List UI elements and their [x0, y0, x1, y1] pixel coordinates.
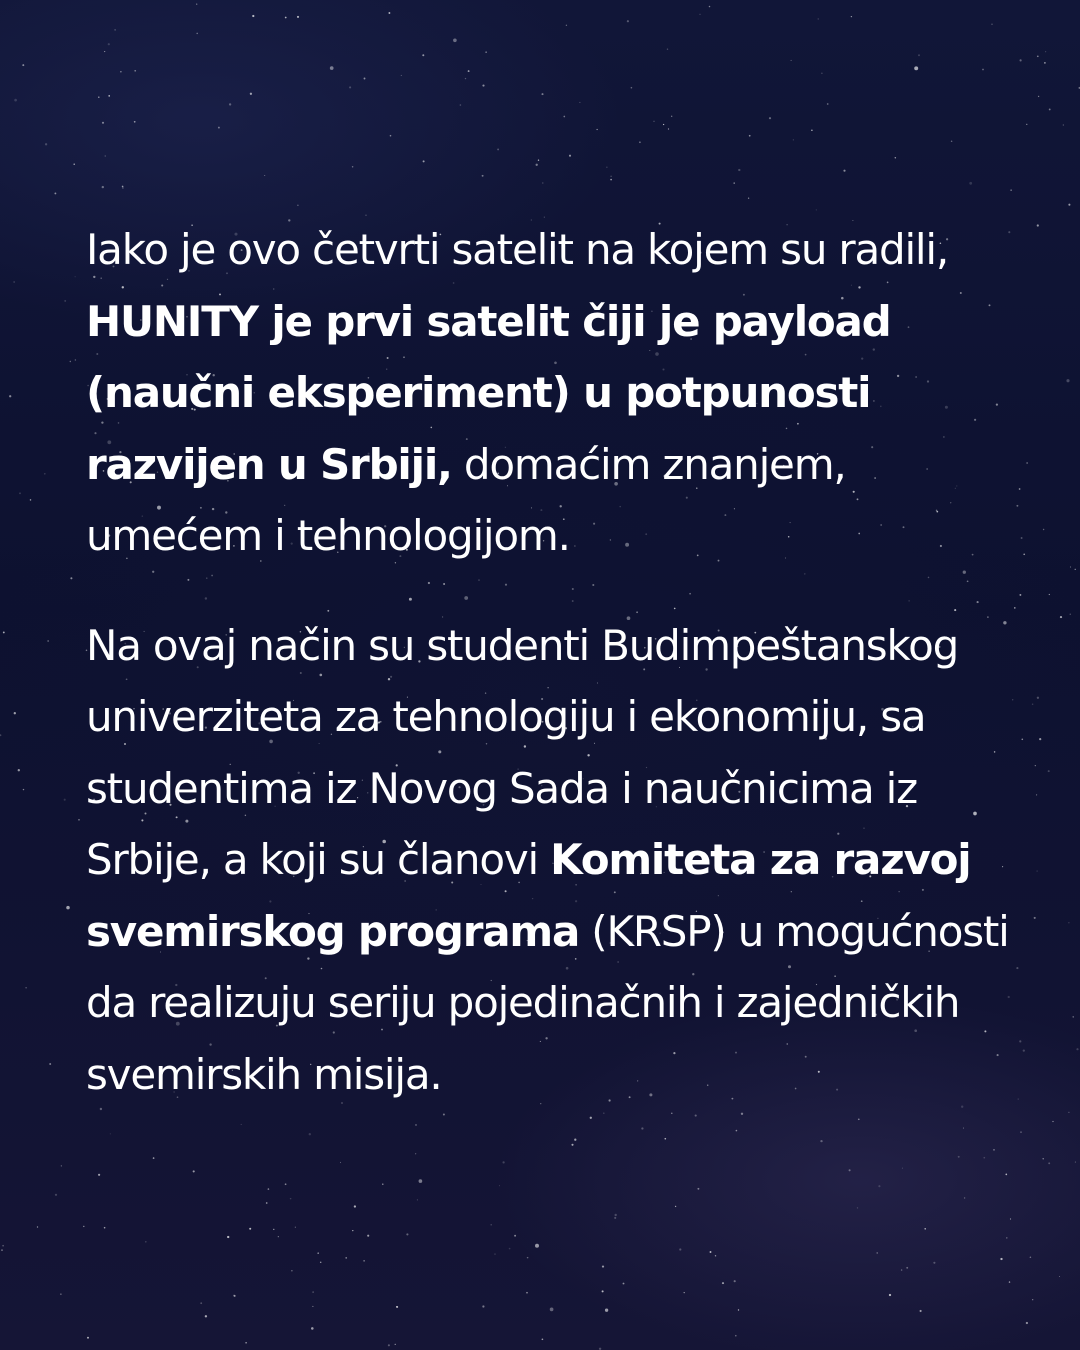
- star: [395, 1344, 396, 1345]
- star: [889, 1294, 891, 1296]
- star: [482, 1305, 484, 1307]
- star: [849, 1169, 851, 1171]
- paragraph-2-text-b: (KRSP) u mogućnosti da realizuju seriju pojedinačnih i zajedničkih svemirskih misija.: [86, 906, 1009, 1099]
- star: [499, 1185, 500, 1186]
- star: [1052, 1121, 1053, 1122]
- star: [285, 1183, 287, 1185]
- star: [490, 1224, 492, 1226]
- star: [330, 66, 334, 70]
- star: [309, 1133, 311, 1135]
- star: [108, 43, 110, 45]
- star: [70, 361, 71, 362]
- star: [1048, 1162, 1050, 1164]
- star: [98, 96, 99, 97]
- star: [122, 186, 124, 188]
- star: [290, 1198, 292, 1200]
- star: [1048, 770, 1050, 772]
- star: [722, 1282, 724, 1284]
- star: [245, 1342, 247, 1344]
- star: [30, 499, 32, 501]
- star: [1075, 1162, 1076, 1163]
- star: [494, 1253, 495, 1254]
- star: [465, 78, 466, 79]
- star: [1043, 529, 1044, 530]
- star: [983, 1157, 985, 1159]
- star: [1, 1249, 2, 1250]
- paragraph-1-text-b: domaćim znanjem, umećem i tehnologijom.: [86, 439, 846, 560]
- star: [679, 1248, 681, 1250]
- star: [1037, 697, 1039, 699]
- star: [734, 1280, 736, 1282]
- star: [918, 54, 920, 56]
- star: [367, 1235, 369, 1237]
- star: [695, 1115, 697, 1117]
- star: [735, 1335, 737, 1337]
- star: [44, 473, 46, 475]
- star: [134, 70, 136, 72]
- star: [19, 492, 21, 494]
- star: [114, 29, 115, 30]
- star: [345, 1257, 347, 1259]
- star: [22, 64, 24, 66]
- star: [297, 16, 299, 18]
- star: [563, 116, 565, 118]
- star: [83, 1226, 84, 1227]
- star: [249, 1228, 251, 1230]
- star: [663, 124, 664, 125]
- star: [851, 16, 852, 17]
- star: [104, 51, 105, 52]
- star: [857, 1207, 858, 1208]
- star: [569, 155, 571, 157]
- star: [388, 12, 390, 14]
- star: [876, 1252, 877, 1253]
- star: [105, 155, 106, 156]
- star: [250, 93, 252, 95]
- star: [75, 276, 76, 277]
- star: [606, 167, 607, 168]
- star: [460, 104, 462, 106]
- star: [3, 631, 5, 633]
- star: [23, 789, 24, 790]
- star: [382, 1184, 383, 1185]
- star: [1063, 124, 1064, 125]
- star: [1026, 124, 1027, 125]
- star: [541, 93, 543, 95]
- star: [993, 1149, 994, 1150]
- star: [285, 17, 287, 19]
- star: [1039, 738, 1041, 740]
- star: [320, 1262, 321, 1263]
- star: [14, 281, 15, 282]
- star: [550, 1308, 554, 1312]
- star: [982, 69, 984, 71]
- star: [61, 1165, 62, 1166]
- star: [104, 1227, 106, 1229]
- star: [340, 1162, 341, 1163]
- star: [906, 1267, 908, 1269]
- star: [66, 906, 70, 910]
- star: [252, 15, 254, 17]
- star: [423, 160, 425, 162]
- star: [502, 1161, 504, 1163]
- star: [205, 1315, 207, 1317]
- star: [396, 1306, 398, 1308]
- star: [566, 25, 567, 26]
- star: [196, 33, 198, 35]
- star: [1006, 1237, 1007, 1238]
- star: [241, 1124, 242, 1125]
- star: [811, 129, 813, 131]
- star: [388, 1344, 390, 1346]
- star: [963, 1128, 964, 1129]
- star: [827, 103, 829, 105]
- star: [1009, 1281, 1010, 1282]
- star: [1032, 704, 1033, 705]
- star: [623, 1283, 625, 1285]
- star: [843, 170, 845, 172]
- star: [991, 24, 992, 25]
- star: [1034, 917, 1036, 919]
- star: [1020, 59, 1022, 61]
- star: [1030, 1256, 1032, 1258]
- star: [1068, 204, 1070, 206]
- star: [602, 1290, 604, 1292]
- star: [110, 1133, 111, 1134]
- star: [200, 1302, 202, 1304]
- star: [349, 86, 351, 88]
- star: [49, 1063, 51, 1065]
- star: [64, 799, 66, 801]
- star: [48, 640, 49, 641]
- star: [709, 6, 711, 8]
- body-text: [86, 214, 1026, 1110]
- star: [627, 20, 629, 22]
- star: [793, 139, 794, 140]
- star: [590, 1117, 592, 1119]
- star: [1036, 794, 1037, 795]
- paragraph-2: [86, 610, 1026, 1111]
- star: [419, 1179, 423, 1183]
- star: [538, 160, 539, 161]
- star: [317, 1252, 319, 1254]
- star: [769, 117, 771, 119]
- star: [741, 1113, 743, 1115]
- star: [354, 1205, 356, 1207]
- star: [64, 300, 66, 302]
- star: [748, 198, 749, 199]
- star: [858, 1118, 860, 1120]
- star: [1075, 569, 1076, 570]
- star: [791, 60, 792, 61]
- star: [352, 166, 354, 168]
- star: [901, 1269, 903, 1271]
- star: [1068, 922, 1069, 923]
- star: [1068, 1112, 1069, 1113]
- star: [102, 186, 104, 188]
- star: [1060, 616, 1062, 618]
- star: [153, 1157, 155, 1159]
- star: [108, 95, 110, 97]
- star: [134, 121, 136, 123]
- star: [821, 73, 822, 74]
- paragraph-1: [86, 214, 1026, 572]
- star: [55, 1194, 57, 1196]
- star: [363, 1260, 364, 1261]
- star: [610, 176, 611, 177]
- star: [924, 1228, 926, 1230]
- star: [78, 819, 80, 821]
- star: [102, 122, 104, 124]
- star: [25, 987, 26, 988]
- star: [229, 103, 231, 105]
- star: [933, 1262, 935, 1264]
- star: [312, 1306, 313, 1307]
- star: [266, 1202, 268, 1204]
- star: [1066, 379, 1069, 382]
- star: [406, 1233, 408, 1235]
- star: [1026, 462, 1027, 463]
- star: [485, 51, 486, 52]
- star: [2, 1245, 4, 1247]
- star: [1049, 108, 1051, 110]
- star: [311, 1327, 314, 1330]
- star: [816, 209, 817, 210]
- star: [0, 734, 1, 736]
- star: [278, 1236, 279, 1237]
- star: [667, 48, 668, 49]
- star: [684, 1292, 685, 1293]
- star: [1059, 1276, 1060, 1277]
- star: [641, 1127, 643, 1129]
- star: [482, 175, 484, 177]
- star: [542, 1338, 544, 1340]
- star: [1044, 62, 1046, 64]
- star: [749, 135, 751, 137]
- star: [710, 1251, 712, 1253]
- star: [1070, 566, 1071, 567]
- star: [1045, 51, 1046, 52]
- star: [482, 85, 484, 87]
- star: [738, 169, 740, 171]
- star: [268, 1188, 270, 1190]
- star: [610, 179, 612, 181]
- star: [443, 1113, 445, 1115]
- star: [218, 127, 220, 129]
- star: [497, 148, 499, 150]
- star: [514, 1235, 516, 1237]
- star: [664, 1138, 666, 1140]
- star: [820, 1140, 822, 1142]
- star: [18, 769, 20, 771]
- star: [671, 1113, 672, 1114]
- star: [536, 164, 538, 166]
- star: [73, 163, 74, 164]
- star: [453, 38, 457, 42]
- star: [227, 1236, 229, 1238]
- star: [1037, 224, 1039, 226]
- star: [1037, 55, 1039, 57]
- star: [715, 1255, 716, 1256]
- paragraph-1-highlight: HUNITY je prvi satelit čiji je payload (naučni eksperiment) u potpunosti razvijen u Srbiji,: [86, 296, 891, 489]
- star: [668, 128, 669, 129]
- paragraph-1-text-a: Iako je ovo četvrti satelit na kojem su radili,: [86, 225, 949, 274]
- star: [264, 175, 265, 176]
- star: [60, 1293, 61, 1294]
- star: [70, 577, 72, 579]
- star: [527, 1257, 529, 1259]
- star: [87, 1337, 89, 1339]
- star: [574, 1139, 576, 1141]
- star: [1049, 594, 1050, 595]
- star: [1038, 96, 1039, 97]
- star: [969, 182, 972, 185]
- star: [1042, 1158, 1043, 1159]
- star: [1037, 871, 1038, 872]
- star: [295, 1227, 296, 1228]
- star: [1020, 1131, 1022, 1133]
- star: [639, 141, 641, 143]
- star: [614, 1217, 616, 1219]
- star: [273, 1229, 274, 1230]
- star: [920, 1310, 922, 1312]
- star: [1073, 1016, 1074, 1017]
- star: [571, 1144, 573, 1146]
- star: [914, 66, 918, 70]
- star: [738, 1309, 739, 1310]
- star: [233, 1295, 234, 1296]
- star: [1010, 1218, 1011, 1219]
- star: [1005, 1174, 1007, 1176]
- star: [417, 1199, 418, 1200]
- star: [193, 1170, 195, 1172]
- star: [145, 1241, 147, 1243]
- star: [535, 1244, 539, 1248]
- star: [818, 18, 819, 19]
- star: [401, 75, 402, 76]
- star: [653, 121, 654, 122]
- star: [878, 1185, 880, 1187]
- star: [597, 129, 598, 130]
- star: [615, 1214, 617, 1216]
- star: [415, 1124, 416, 1125]
- star: [697, 1188, 699, 1190]
- star: [631, 87, 633, 89]
- star: [352, 1230, 353, 1231]
- star: [509, 1248, 511, 1250]
- star: [14, 99, 17, 102]
- star: [415, 1153, 416, 1154]
- star: [54, 192, 56, 194]
- paragraph-2-highlight: Komiteta za razvoj svemirskog programa: [86, 835, 971, 956]
- star: [603, 1112, 605, 1114]
- star: [297, 204, 299, 206]
- star: [422, 54, 424, 56]
- star: [526, 1292, 528, 1294]
- star: [902, 1168, 903, 1169]
- star: [1010, 189, 1011, 190]
- star: [37, 1226, 38, 1227]
- star: [468, 70, 470, 72]
- star: [98, 1174, 100, 1176]
- star: [45, 143, 47, 145]
- star: [895, 157, 896, 158]
- star: [1035, 765, 1036, 766]
- star: [699, 14, 700, 15]
- star: [602, 1266, 604, 1268]
- star: [312, 1291, 313, 1292]
- star: [671, 116, 672, 117]
- star: [675, 1206, 676, 1207]
- star: [964, 1197, 965, 1198]
- star: [951, 140, 953, 142]
- star: [958, 1156, 960, 1158]
- star: [1070, 614, 1071, 615]
- star: [14, 712, 16, 714]
- star: [9, 395, 11, 397]
- star: [733, 182, 734, 183]
- star: [196, 3, 197, 4]
- star: [1032, 1299, 1033, 1300]
- star: [542, 182, 543, 183]
- star: [364, 78, 366, 80]
- star: [75, 359, 76, 360]
- star: [291, 1270, 292, 1271]
- star: [605, 1309, 608, 1312]
- star: [122, 187, 124, 189]
- paragraph-2-text-a: Na ovaj način su studenti Budimpeštanskog univerziteta za tehnologiju i ekonomiju, sa studentima iz Novog Sada i naučnicima iz Srbije, a koji su članovi: [86, 620, 959, 884]
- star: [390, 135, 392, 137]
- star: [1000, 1258, 1002, 1260]
- star: [579, 102, 580, 103]
- star: [1076, 1048, 1078, 1050]
- star: [736, 1130, 738, 1132]
- star: [120, 71, 121, 72]
- star: [1026, 1322, 1028, 1324]
